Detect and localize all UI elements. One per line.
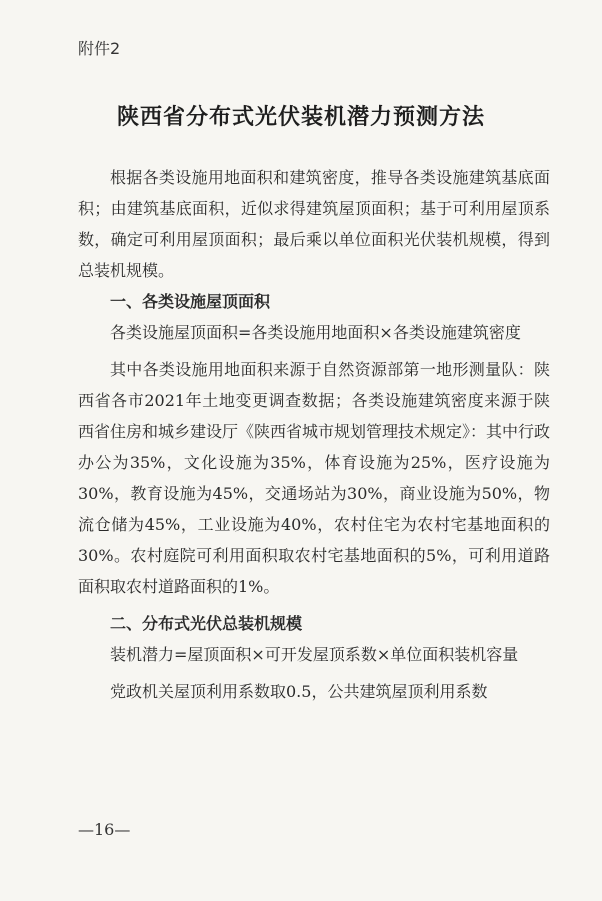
intro-paragraph: 根据各类设施用地面积和建筑密度，推导各类设施建筑基底面积；由建筑基底面积，近似求得建筑屋顶面积；基于可利用屋顶系数，确定可利用屋顶面积；最后乘以单位面积光伏装机规模，得到总装机规模。 [78, 168, 550, 280]
document-body [78, 162, 550, 707]
section-2-detail: 党政机关屋顶利用系数取0.5，公共建筑屋顶利用系数 [110, 682, 488, 701]
page-number: —16— [78, 820, 131, 839]
section-2-heading: 二、分布式光伏总装机规模 [110, 614, 303, 633]
section-1-heading: 一、各类设施屋顶面积 [110, 292, 271, 311]
attachment-label: 附件2 [78, 39, 121, 58]
section-1-detail: 其中各类设施用地面积来源于自然资源部第一地形测量队：陕西省各市2021年土地变更调查数据；各类设施建筑密度来源于陕西省住房和城乡建设厅《陕西省城市规划管理技术规定》：其中行政办公为35%，文化设施为35%，体育设施为25%，医疗设施为30%，教育设施为45%，交通场站为30%，商业设施为50%，物流仓储为45%，工业设施为40%，农村住宅为农村宅基地面积的30%。农村庭院可利用面积取农村宅基地面积的5%，可利用道路面积取农村道路面积的1%。 [78, 360, 551, 596]
document-title: 陕西省分布式光伏装机潜力预测方法 [116, 104, 485, 130]
section-1-formula: 各类设施屋顶面积=各类设施用地面积×各类设施建筑密度 [110, 323, 521, 342]
section-2-formula: 装机潜力=屋顶面积×可开发屋顶系数×单位面积装机容量 [110, 645, 519, 664]
